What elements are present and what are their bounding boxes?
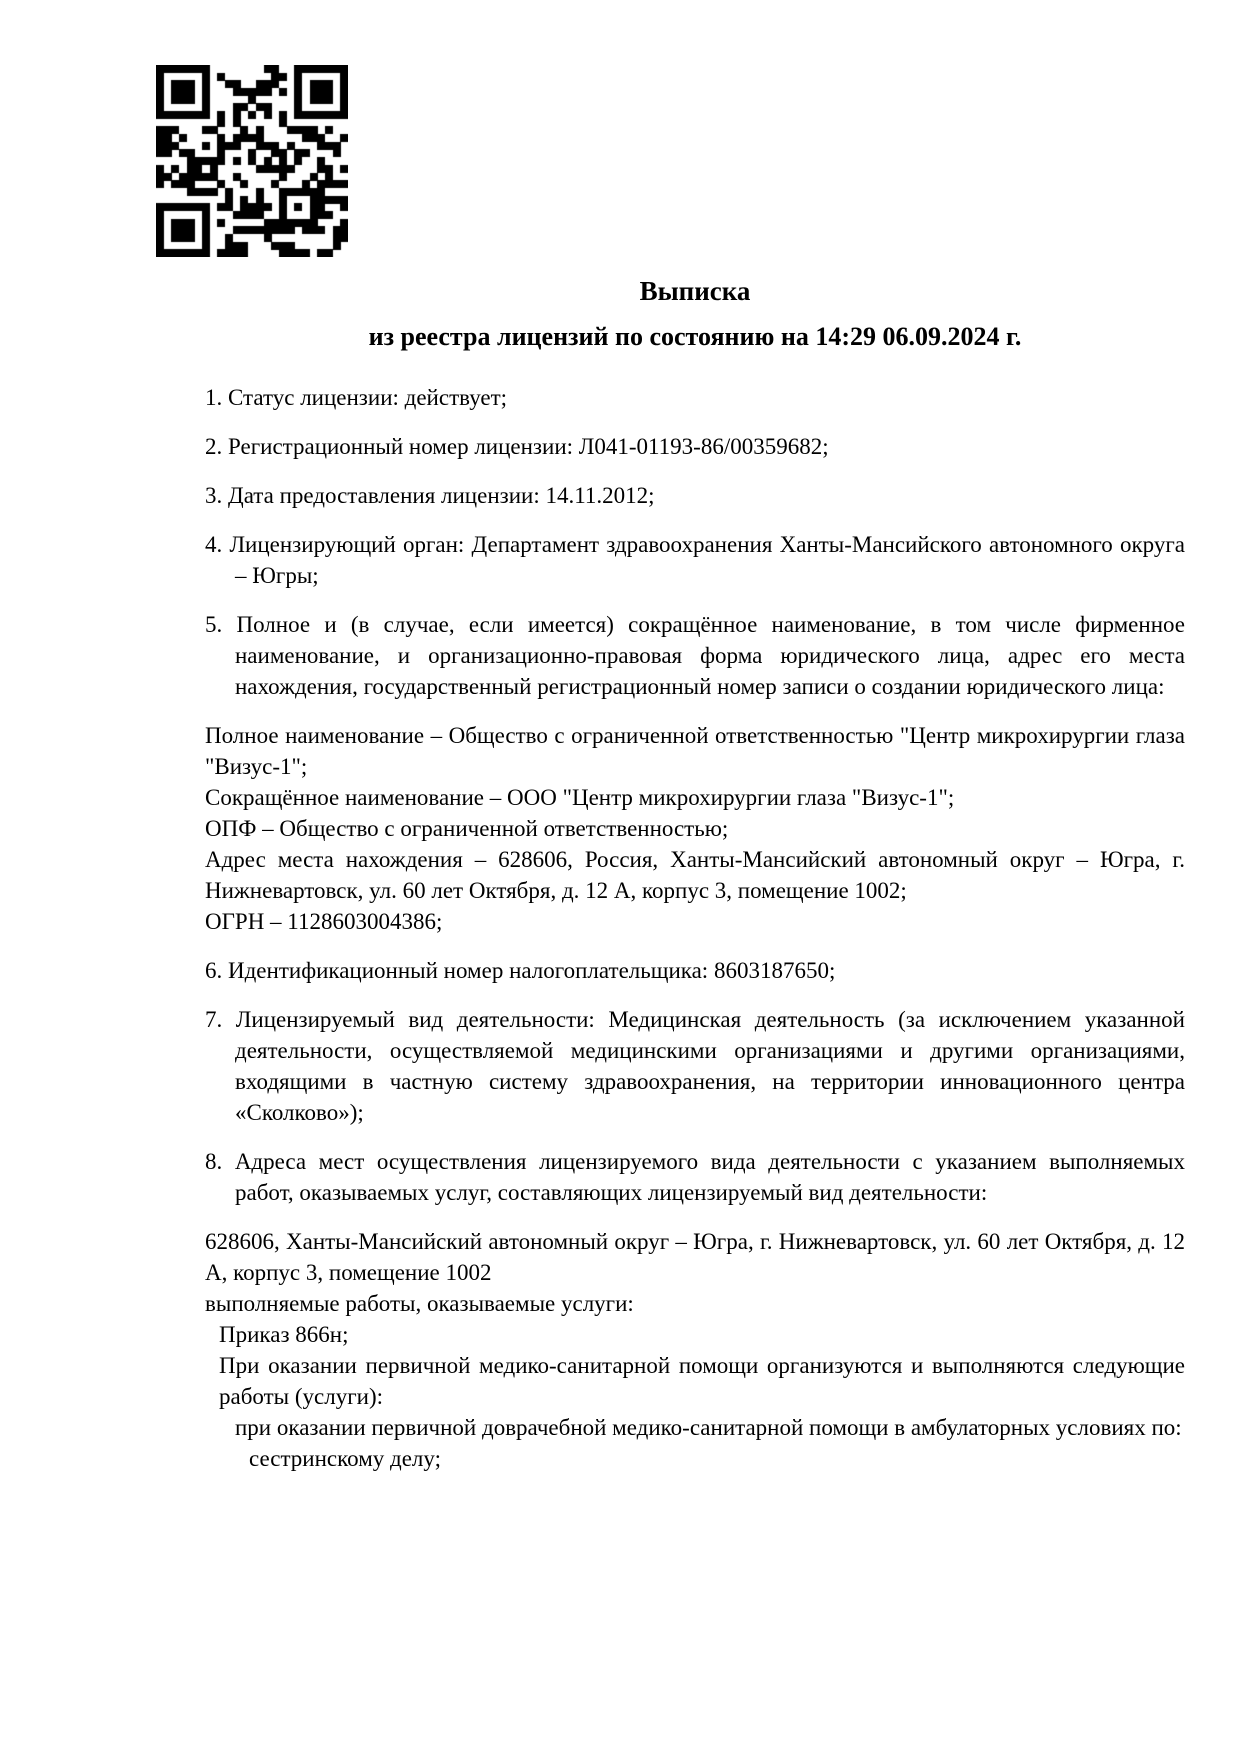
paragraph-5: 5. Полное и (в случае, если имеется) сокращённое наименование, в том числе фирменное наименование, и организационно-правовая форма юридического лица, адрес его места нахождения, государственный регистрационный номер записи о создании юридического лица: [205, 612, 1185, 699]
paragraph-7: Сокращённое наименование – ООО "Центр микрохирургии глаза "Визус-1"; [205, 785, 955, 810]
paragraph-13: 8. Адреса мест осуществления лицензируемого вида деятельности с указанием выполняемых работ, оказываемых услуг, составляющих лицензируемый вид деятельности: [205, 1149, 1185, 1205]
document-subtitle: из реестра лицензий по состоянию на 14:29 06.09.2024 г. [368, 322, 1022, 351]
paragraph-1: 1. Статус лицензии: действует; [205, 385, 508, 410]
paragraph-2: 2. Регистрационный номер лицензии: Л041-01193-86/00359682; [205, 434, 829, 459]
paragraph-4: 4. Лицензирующий орган: Департамент здравоохранения Ханты-Мансийского автономного округа – Югры; [205, 532, 1185, 588]
paragraph-8: ОПФ – Общество с ограниченной ответственностью; [205, 816, 729, 841]
document-title: Выписка [639, 276, 751, 306]
paragraph-16: Приказ 866н; [219, 1322, 349, 1347]
paragraph-14: 628606, Ханты-Мансийский автономный округ – Югра, г. Нижневартовск, ул. 60 лет Октября, д. 12 А, корпус 3, помещение 1002 [205, 1229, 1185, 1285]
paragraph-11: 6. Идентификационный номер налогоплательщика: 8603187650; [205, 958, 836, 983]
paragraph-12: 7. Лицензируемый вид деятельности: Медицинская деятельность (за исключением указанной деятельности, осуществляемой медицинскими организациями и другими организациями, входящими в частную систему здравоохранения, на территории инновационного центра «Сколково»); [205, 1007, 1185, 1125]
paragraph-10: ОГРН – 1128603004386; [205, 909, 443, 934]
document-body [205, 382, 1185, 1474]
paragraph-18: при оказании первичной доврачебной медико-санитарной помощи в амбулаторных условиях по: [235, 1415, 1182, 1440]
paragraph-15: выполняемые работы, оказываемые услуги: [205, 1291, 634, 1316]
paragraph-3: 3. Дата предоставления лицензии: 14.11.2012; [205, 483, 655, 508]
paragraph-17: При оказании первичной медико-санитарной помощи организуются и выполняются следующие работы (услуги): [219, 1353, 1185, 1409]
paragraph-19: сестринскому делу; [249, 1446, 441, 1471]
paragraph-6: Полное наименование – Общество с ограниченной ответственностью "Центр микрохирургии глаза "Визус-1"; [205, 723, 1185, 779]
paragraph-9: Адрес места нахождения – 628606, Россия, Ханты-Мансийский автономный округ – Югра, г. Нижневартовск, ул. 60 лет Октября, д. 12 А, корпус 3, помещение 1002; [205, 847, 1185, 903]
